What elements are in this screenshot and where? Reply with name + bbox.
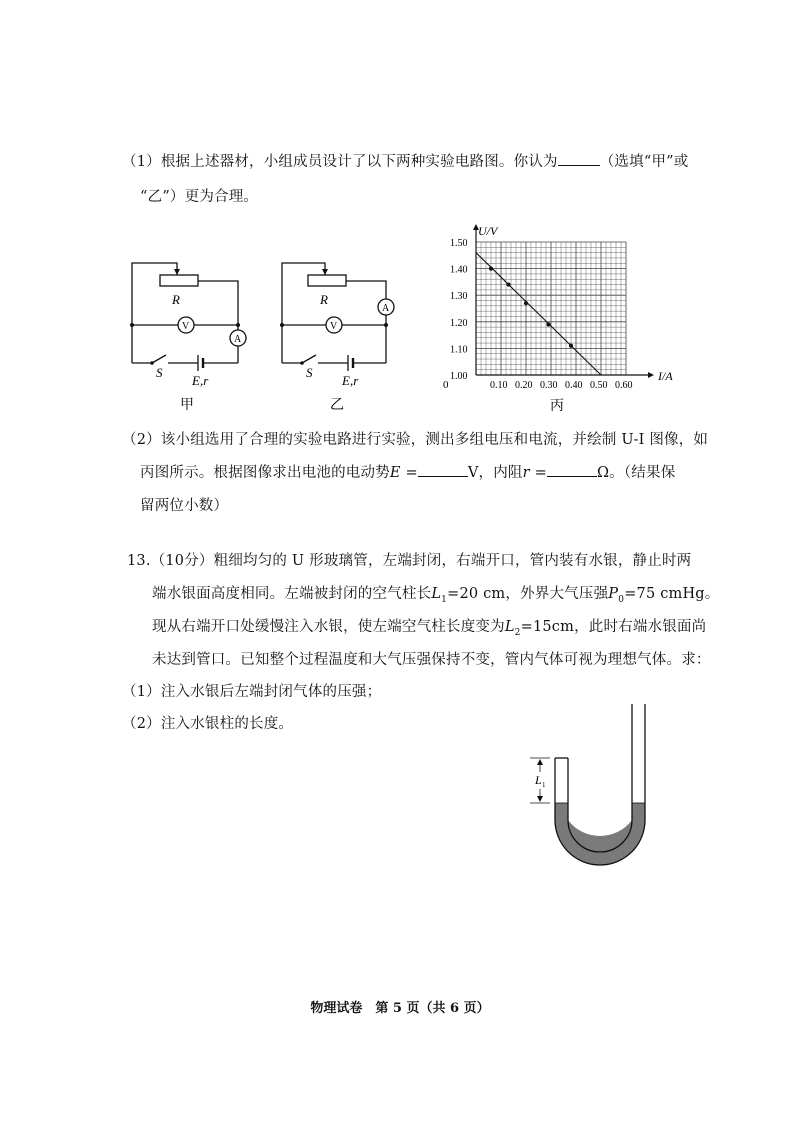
q13-sub1: （1）注入水银后左端封闭气体的压强；	[122, 684, 382, 700]
switch-label: S	[306, 365, 313, 380]
part1-text-post: （选填“甲”或	[599, 154, 689, 170]
x-tick-label: 0.50	[590, 380, 608, 391]
battery-label: E,r	[342, 373, 359, 388]
q13-line2	[152, 582, 720, 605]
circuit-caption: 乙	[330, 398, 344, 413]
ammeter-label: A	[234, 334, 242, 345]
part2-text-c: Ω。（结果保	[596, 465, 676, 481]
q13-sub2: （2）注入水银柱的长度。	[122, 716, 294, 732]
answer-blank-emf[interactable]	[418, 462, 468, 477]
part2-line1: （2）该小组选用了合理的实验电路进行实验，测出多组电压和电流，并绘制 U-I 图像，如	[122, 432, 709, 448]
l1-symbol: L	[431, 586, 442, 602]
rheostat-label: R	[320, 292, 328, 307]
rheostat-label: R	[172, 292, 180, 307]
ui-graph	[438, 222, 678, 417]
l2-symbol: L	[504, 619, 515, 635]
tube-length-label: L	[535, 773, 542, 787]
q13-line3	[152, 615, 706, 638]
y-tick-label: 1.20	[450, 317, 468, 329]
battery-label: E,r	[192, 373, 209, 388]
part2-text-b: V，内阻	[467, 465, 523, 481]
voltmeter-label: V	[182, 321, 190, 332]
switch-label: S	[156, 365, 163, 380]
q13-text-2a: 端水银面高度相同。左端被封闭的空气柱长	[152, 586, 432, 602]
fit-line	[476, 253, 601, 375]
x-tick-label: 0.20	[515, 380, 533, 391]
y-tick-label: 1.40	[450, 264, 468, 276]
x-tick-label: 0.40	[565, 380, 583, 391]
data-point	[546, 322, 550, 326]
q13-line4: 未达到管口。已知整个过程温度和大气压强保持不变，管内气体可视为理想气体。求：	[152, 652, 711, 668]
x-tick-label: 0.10	[490, 380, 508, 391]
q13-text-1: （10分）粗细均匀的 U 形玻璃管，左端封闭，右端开口，管内装有水银，静止时两	[150, 553, 692, 569]
data-point	[569, 344, 573, 348]
origin-label: 0	[443, 379, 449, 391]
chart-grid	[476, 242, 626, 375]
question-number: 13.	[127, 553, 151, 569]
page-footer: 物理试卷 第 5 页（共 6 页）	[310, 1001, 490, 1016]
emf-symbol: E =	[389, 465, 418, 481]
chart-caption: 丙	[550, 399, 564, 414]
part1-text: （1）根据上述器材，小组成员设计了以下两种实验电路图。你认为	[122, 154, 558, 170]
voltmeter-label: V	[330, 321, 338, 332]
data-point	[489, 267, 493, 271]
part2-text-a: 丙图所示。根据图像求出电池的电动势	[140, 465, 390, 481]
y-tick-label: 1.10	[450, 344, 468, 356]
q13-text-2c: =75 cmHg。	[624, 586, 720, 602]
x-tick-label: 0.30	[540, 380, 558, 391]
p0-subscript: 0	[618, 594, 625, 605]
q13-line1	[127, 549, 691, 570]
circuit-jia	[120, 255, 260, 415]
l2-subscript: 2	[514, 627, 521, 638]
ammeter-label: A	[382, 303, 390, 314]
circuit-caption: 甲	[180, 398, 194, 413]
answer-blank-resistance[interactable]	[547, 462, 597, 477]
q13-text-3b: =15cm，此时右端水银面尚	[520, 619, 707, 635]
part1-line2: “乙”）更为合理。	[140, 189, 259, 205]
x-axis-arrow	[648, 372, 654, 378]
q13-text-2b: =20 cm，外界大气压强	[447, 586, 609, 602]
data-point	[506, 282, 510, 286]
y-tick-label: 1.30	[450, 291, 468, 303]
x-axis-label: I/A	[658, 369, 673, 383]
y-tick-label: 1.50	[450, 238, 468, 249]
part2-line3: 留两位小数）	[140, 498, 229, 514]
circuit-yi	[272, 255, 412, 415]
data-point	[524, 301, 528, 305]
tube-length-subscript: 1	[542, 781, 546, 789]
x-tick-label: 0.60	[615, 380, 633, 391]
part2-line2	[140, 461, 675, 482]
l1-subscript: 1	[441, 594, 448, 605]
u-tube-diagram	[520, 700, 665, 880]
y-axis-label: U/V	[478, 224, 498, 238]
answer-blank-circuit[interactable]	[558, 151, 600, 166]
p0-symbol: P	[608, 586, 619, 602]
q13-text-3a: 现从右端开口处缓慢注入水银，使左端空气柱长度变为	[152, 619, 505, 635]
part1-line1	[122, 150, 688, 171]
resistance-symbol: r =	[522, 465, 547, 481]
y-tick-label: 1.00	[450, 371, 468, 382]
